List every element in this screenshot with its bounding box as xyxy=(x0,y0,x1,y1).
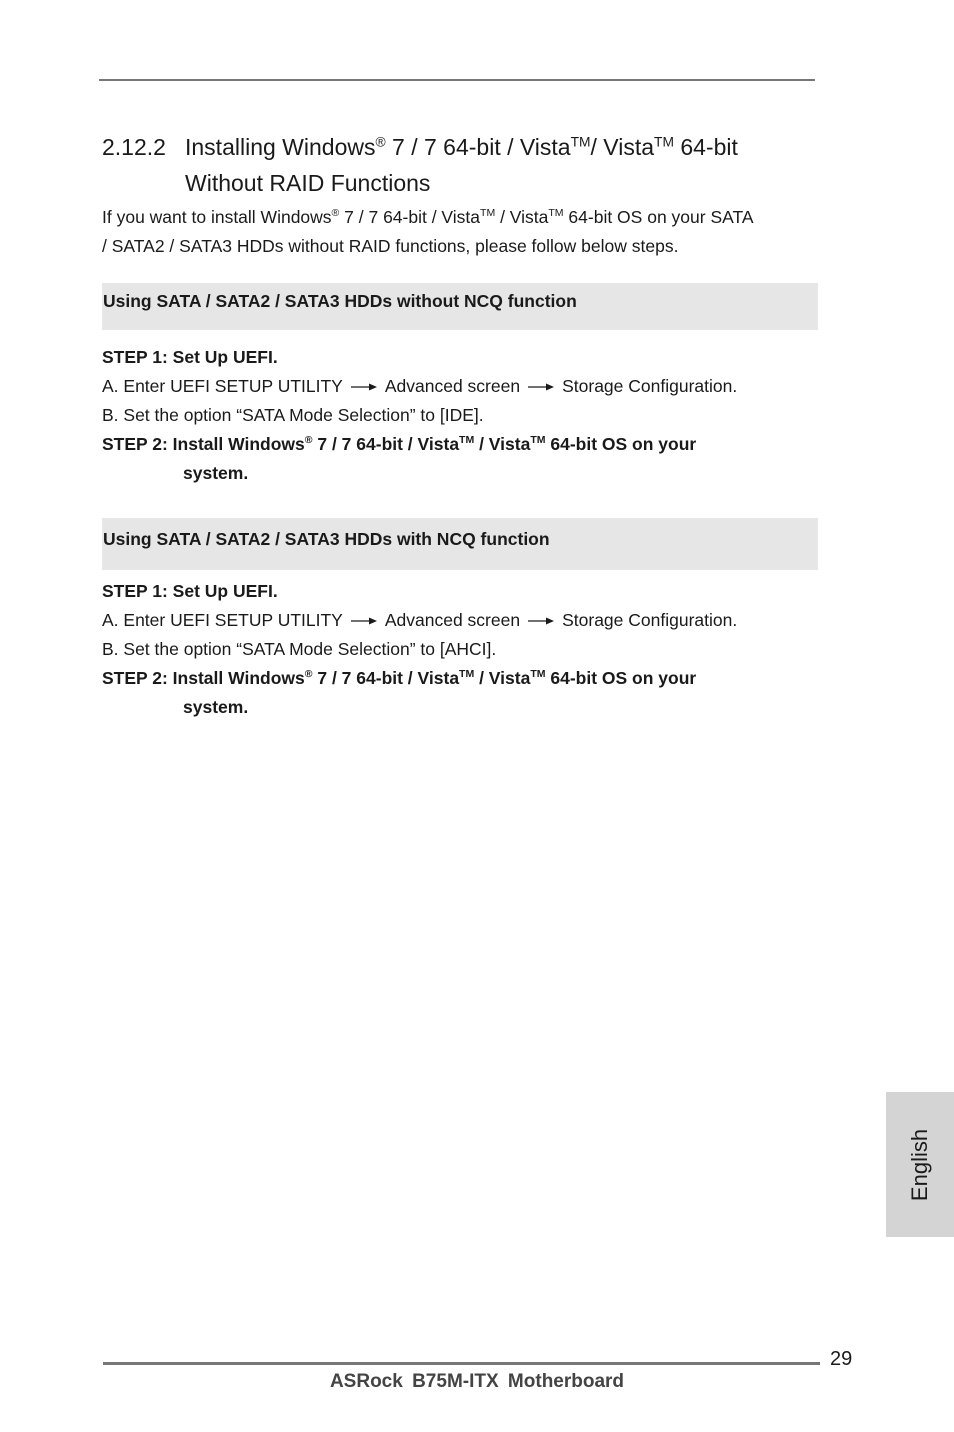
step-b-line: B. Set the option “SATA Mode Selection” to [AHCI]. xyxy=(102,639,497,659)
intro-text-b: 7 / 7 64-bit / Vista xyxy=(339,207,481,227)
step-b-line: B. Set the option “SATA Mode Selection” to [IDE]. xyxy=(102,405,484,425)
band-title: Using SATA / SATA2 / SATA3 HDDs without NCQ function xyxy=(103,291,577,311)
band-title: Using SATA / SATA2 / SATA3 HDDs with NCQ function xyxy=(103,529,550,549)
step-a-end: Storage Configuration. xyxy=(562,376,738,396)
step2-text-a: STEP 2: Install Windows xyxy=(102,434,305,454)
page-number: 29 xyxy=(830,1348,853,1370)
intro-line-1 xyxy=(102,203,822,232)
step2-text-d: 64-bit OS on your xyxy=(545,434,697,454)
intro-text-a: If you want to install Windows xyxy=(102,207,332,227)
intro-paragraph xyxy=(102,203,822,261)
step2-text-a: STEP 2: Install Windows xyxy=(102,668,305,688)
steps-without-ncq xyxy=(102,343,822,488)
trademark-mark: TM xyxy=(530,668,546,681)
heading-line-2: Without RAID Functions xyxy=(185,170,431,196)
heading-text-a: Installing Windows xyxy=(185,134,376,160)
steps-with-ncq xyxy=(102,577,822,722)
step2-line xyxy=(102,430,822,459)
section-band-with-ncq xyxy=(102,518,818,570)
step-a-line xyxy=(102,372,822,401)
step2-text-d: 64-bit OS on your xyxy=(545,668,697,688)
step2-text-b: 7 / 7 64-bit / Vista xyxy=(312,434,460,454)
step-a-line xyxy=(102,606,822,635)
heading-text-c: / Vista xyxy=(590,134,655,160)
intro-line-2: / SATA2 / SATA3 HDDs without RAID functions, please follow below steps. xyxy=(102,236,679,256)
step-a-mid: Advanced screen xyxy=(384,376,521,396)
trademark-mark: TM xyxy=(459,434,475,447)
registered-mark: ® xyxy=(331,207,340,220)
step-a-end: Storage Configuration. xyxy=(562,610,738,630)
step2-text-c: / Vista xyxy=(474,668,531,688)
section-number: 2.12.2 xyxy=(102,134,166,160)
trademark-mark: TM xyxy=(459,668,475,681)
step-a-prefix: A. Enter UEFI SETUP UTILITY xyxy=(102,376,343,396)
step2-line-2: system. xyxy=(183,463,249,483)
heading-text-b: 7 / 7 64-bit / Vista xyxy=(385,134,571,160)
registered-mark: ® xyxy=(304,668,313,681)
bottom-rule xyxy=(103,1362,820,1365)
language-tab-label: English xyxy=(907,1128,932,1201)
step-a-prefix: A. Enter UEFI SETUP UTILITY xyxy=(102,610,343,630)
trademark-mark: TM xyxy=(480,207,496,220)
intro-text-c: / Vista xyxy=(495,207,549,227)
top-rule xyxy=(99,79,815,81)
step2-line xyxy=(102,664,822,693)
intro-text-d: 64-bit OS on your SATA xyxy=(563,207,754,227)
heading-line-1 xyxy=(102,129,738,165)
trademark-mark: TM xyxy=(548,207,564,220)
heading-text-d: 64-bit xyxy=(673,134,738,160)
registered-mark: ® xyxy=(304,434,313,447)
section-heading xyxy=(102,129,738,201)
step1-label: STEP 1: Set Up UEFI. xyxy=(102,347,278,367)
footer-text: ASRock B75M-ITX Motherboard xyxy=(329,1371,625,1392)
section-band-without-ncq xyxy=(102,283,818,330)
step2-text-c: / Vista xyxy=(474,434,531,454)
registered-mark: ® xyxy=(375,134,386,150)
right-arrow-icon xyxy=(351,616,377,626)
language-tab[interactable] xyxy=(886,1092,954,1237)
right-arrow-icon xyxy=(351,382,377,392)
step-a-mid: Advanced screen xyxy=(384,610,521,630)
right-arrow-icon xyxy=(528,382,554,392)
step2-text-b: 7 / 7 64-bit / Vista xyxy=(312,668,460,688)
trademark-mark: TM xyxy=(570,134,591,150)
right-arrow-icon xyxy=(528,616,554,626)
step2-line-2: system. xyxy=(183,697,249,717)
trademark-mark: TM xyxy=(530,434,546,447)
trademark-mark: TM xyxy=(654,134,674,150)
step1-label: STEP 1: Set Up UEFI. xyxy=(102,581,278,601)
